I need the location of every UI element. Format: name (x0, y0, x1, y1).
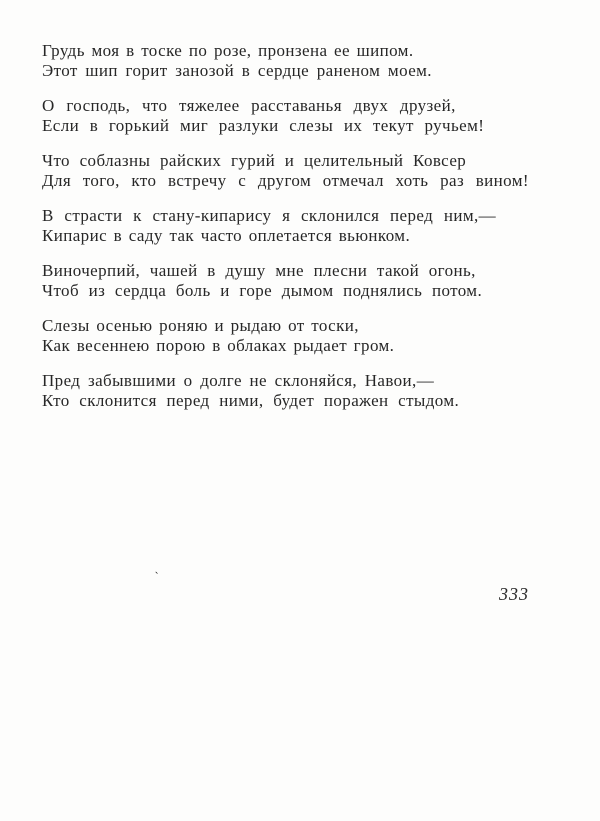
poem-line: В страсти к стану-кипарису я склонился перед ним,— (42, 206, 497, 225)
poem-line: Слезы осенью роняю и рыдаю от тоски, (42, 316, 359, 335)
poem-line: Пред забывшими о долге не склоняйся, Навои,— (42, 371, 435, 390)
poem-line: Что соблазны райских гурий и целительный Ковсер (42, 151, 467, 170)
couplet-3 (42, 151, 529, 191)
couplet-1 (42, 41, 529, 81)
poem-line: Кипарис в саду так часто оплетается вьюнком. (42, 226, 411, 245)
poem-line: Как весеннею порою в облаках рыдает гром. (42, 336, 395, 355)
poem-line: Кто склонится перед ними, будет поражен стыдом. (42, 391, 460, 410)
poem-text-block (42, 41, 529, 426)
couplet-6 (42, 316, 529, 356)
couplet-4 (42, 206, 529, 246)
couplet-7 (42, 371, 529, 411)
poem-line: О господь, что тяжелее расставанья двух друзей, (42, 96, 456, 115)
poem-line: Грудь моя в тоске по розе, пронзена ее шипом. (42, 41, 414, 60)
couplet-2 (42, 96, 529, 136)
poem-line: Виночерпий, чашей в душу мне плесни такой огонь, (42, 261, 476, 280)
ink-speck-artifact: ` (152, 568, 160, 585)
couplet-5 (42, 261, 529, 301)
poem-line: Для того, кто встречу с другом отмечал хоть раз вином! (42, 171, 529, 190)
page-number: 333 (499, 584, 529, 604)
poem-line: Если в горький миг разлуки слезы их текут ручьем! (42, 116, 485, 135)
poem-line: Этот шип горит занозой в сердце раненом моем. (42, 61, 432, 80)
poem-line: Чтоб из сердца боль и горе дымом поднялись потом. (42, 281, 483, 300)
